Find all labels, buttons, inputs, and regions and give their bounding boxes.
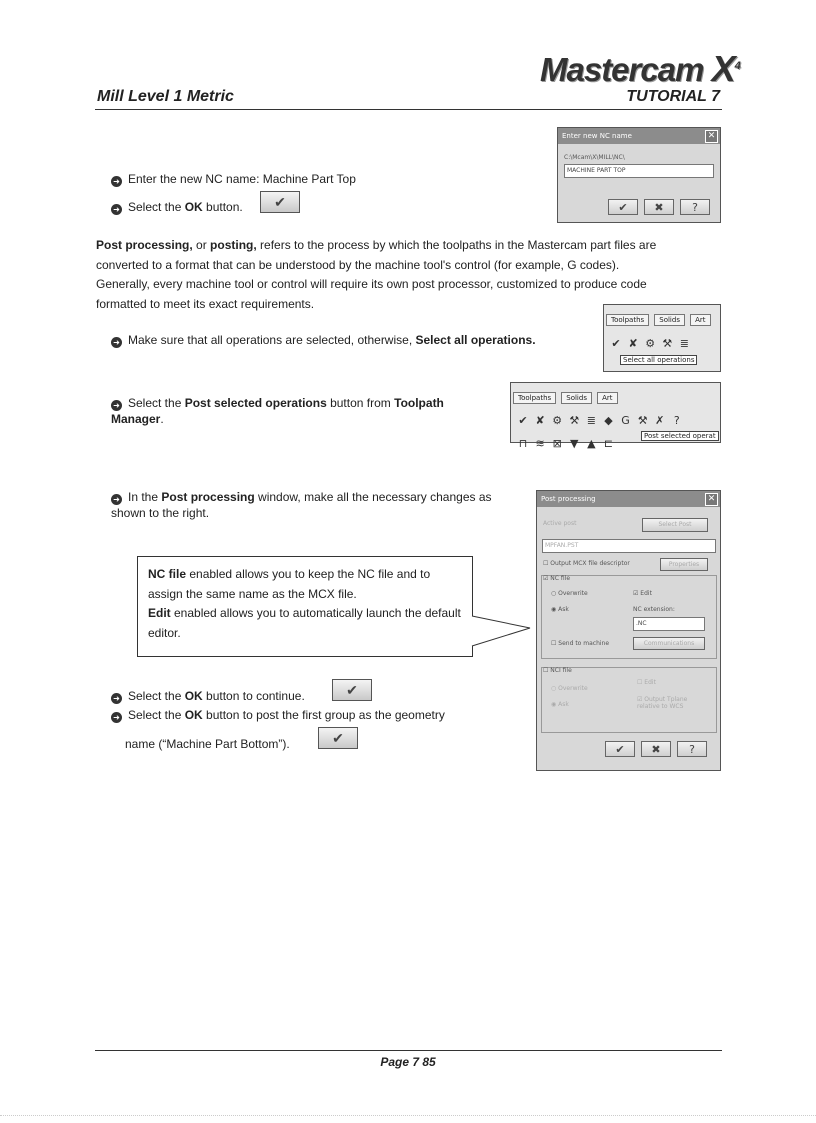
post-processing-paragraph: Post processing, or posting, refers to the process by which the toolpaths in the Mastercam part files are converted to a format that can be understood by the machine tool's control (for example, G codes). Generally, every machine tool or control will require its own post processor, customized to produce code formatted to meet its exact requirements. — [96, 238, 657, 311]
document-title: Mill Level 1 Metric — [97, 88, 234, 105]
step-ok-continue: ➜ Select the OK button to continue. — [111, 688, 305, 704]
edit-checkbox-2[interactable]: ☐ Edit — [637, 679, 656, 686]
verify-icon[interactable]: ◆ — [604, 414, 613, 427]
cancel-button[interactable]: ✖ — [641, 741, 671, 757]
move-up-icon[interactable]: ▲ — [587, 437, 596, 450]
bullet-icon: ➜ — [111, 400, 122, 411]
ok-button-icon: ✔ — [318, 727, 358, 749]
tooltip-select-all: Select all operations — [620, 355, 697, 365]
select-failed-icon[interactable]: ✘ — [628, 337, 638, 350]
tab-solids[interactable]: Solids — [561, 392, 592, 404]
toolpaths-toolbar-select-all — [603, 304, 721, 372]
ok-button[interactable]: ✔ — [605, 741, 635, 757]
bullet-icon: ➜ — [111, 337, 122, 348]
ask-radio[interactable]: ◉ Ask — [551, 606, 569, 613]
close-icon[interactable]: ✕ — [705, 130, 718, 143]
bottom-dotted-line — [0, 1115, 816, 1116]
tab-art[interactable]: Art — [597, 392, 617, 404]
send-to-machine-checkbox[interactable]: ☐ Send to machine — [551, 640, 610, 647]
select-failed-icon[interactable]: ✘ — [535, 414, 545, 427]
step-select-all: ➜ Make sure that all operations are selected, otherwise, Select all operations. — [111, 332, 571, 348]
ask-radio-2[interactable]: ◉ Ask — [551, 701, 569, 708]
tab-solids[interactable]: Solids — [654, 314, 685, 326]
nc-extension-label: NC extension: — [633, 606, 675, 613]
active-post-label: Active post — [543, 520, 577, 527]
properties-button[interactable]: Properties — [660, 558, 708, 571]
bullet-icon: ➜ — [111, 693, 122, 704]
nci-file-checkbox[interactable]: ☐ NCI file — [543, 667, 572, 674]
backplot-icon[interactable]: ≣ — [679, 337, 689, 350]
post-selected-operations-icon[interactable]: G — [621, 414, 630, 427]
callout-pointer — [470, 590, 540, 650]
step-post-selected: ➜ Select the Post selected operations button from Toolpath Manager. — [111, 396, 444, 426]
toolpaths-toolbar-post — [510, 382, 721, 450]
step-post-window: ➜ In the Post processing window, make all the necessary changes as shown to the right. — [111, 490, 492, 520]
regenerate-icon[interactable]: ⚙ — [552, 414, 563, 427]
footer-rule — [95, 1050, 722, 1051]
step-select-ok: ➜ Select the OK button. — [111, 199, 243, 215]
move-down-icon[interactable]: ▼ — [570, 437, 579, 450]
bullet-icon: ➜ — [111, 712, 122, 723]
tab-art[interactable]: Art — [690, 314, 710, 326]
nc-name-input[interactable]: MACHINE PART TOP — [564, 164, 714, 178]
page-number: Page 7 85 — [380, 1055, 436, 1069]
edit-checkbox[interactable]: ☑ Edit — [633, 590, 652, 597]
select-post-button[interactable]: Select Post — [642, 518, 708, 532]
bullet-icon: ➜ — [111, 494, 122, 505]
ok-button-icon: ✔ — [260, 191, 300, 213]
bullet-icon: ➜ — [111, 176, 122, 187]
mastercam-logo: Mastercam $X^4$ — [540, 48, 740, 89]
step-ok-post-group-line2: name (“Machine Part Bottom”). — [125, 737, 290, 751]
dialog-title: Post processing ✕ — [537, 491, 720, 507]
ok-button-icon: ✔ — [332, 679, 372, 701]
output-mcx-checkbox[interactable]: ☐ Output MCX file descriptor — [543, 560, 630, 567]
help-button[interactable]: ? — [680, 199, 710, 215]
post-processing-dialog — [536, 490, 721, 771]
highfeed-icon[interactable]: ⚒ — [637, 414, 648, 427]
dialog-title: Enter new NC name ✕ — [558, 128, 720, 144]
step-ok-post-group: ➜ Select the OK button to post the first group as the geometry — [111, 707, 491, 723]
overwrite-radio-2[interactable]: ○ Overwrite — [551, 685, 588, 692]
nc-path: C:\Mcam\X\MILL\NC\ — [564, 154, 625, 161]
regenerate-dirty-icon[interactable]: ⚒ — [662, 337, 673, 350]
tooltip-post-selected: Post selected operat — [641, 431, 719, 441]
step-enter-nc-name: ➜ Enter the new NC name: Machine Part Top — [111, 171, 356, 187]
regenerate-icon[interactable]: ⚙ — [645, 337, 656, 350]
help-icon[interactable]: ? — [673, 414, 680, 427]
toggle-posting-icon[interactable]: ≋ — [535, 437, 545, 450]
lock-icon[interactable]: ⊓ — [518, 437, 528, 450]
tab-toolpaths[interactable]: Toolpaths — [513, 392, 556, 404]
select-all-icon[interactable]: ✔ — [518, 414, 528, 427]
delete-icon[interactable]: ✗ — [655, 414, 665, 427]
insert-arrow-icon[interactable]: ⊏ — [603, 437, 614, 450]
overwrite-radio[interactable]: ○ Overwrite — [551, 590, 588, 597]
communications-button[interactable]: Communications — [633, 637, 705, 650]
backplot-icon[interactable]: ≣ — [586, 414, 596, 427]
nc-file-checkbox[interactable]: ☑ NC file — [543, 575, 571, 582]
nc-extension-input[interactable]: .NC — [633, 617, 705, 631]
close-icon[interactable]: ✕ — [705, 493, 718, 506]
header-rule — [95, 109, 722, 110]
ok-button[interactable]: ✔ — [608, 199, 638, 215]
output-tplane-checkbox[interactable]: ☑ Output Tplane relative to WCS — [637, 696, 688, 710]
post-path-field: MPFAN.PST — [542, 539, 716, 553]
select-all-operations-icon[interactable]: ✔ — [611, 337, 621, 350]
tab-toolpaths[interactable]: Toolpaths — [606, 314, 649, 326]
bullet-icon: ➜ — [111, 204, 122, 215]
tutorial-label: TUTORIAL 7 — [626, 88, 720, 105]
hide-icon[interactable]: ⊠ — [552, 437, 562, 450]
nc-file-callout: NC file enabled allows you to keep the NC file and to assign the same name as the MCX file. Edit enabled allows you to automatically launch the default editor. — [137, 556, 473, 657]
cancel-button[interactable]: ✖ — [644, 199, 674, 215]
help-button[interactable]: ? — [677, 741, 707, 757]
enter-nc-name-dialog — [557, 127, 721, 223]
regenerate-dirty-icon[interactable]: ⚒ — [569, 414, 580, 427]
